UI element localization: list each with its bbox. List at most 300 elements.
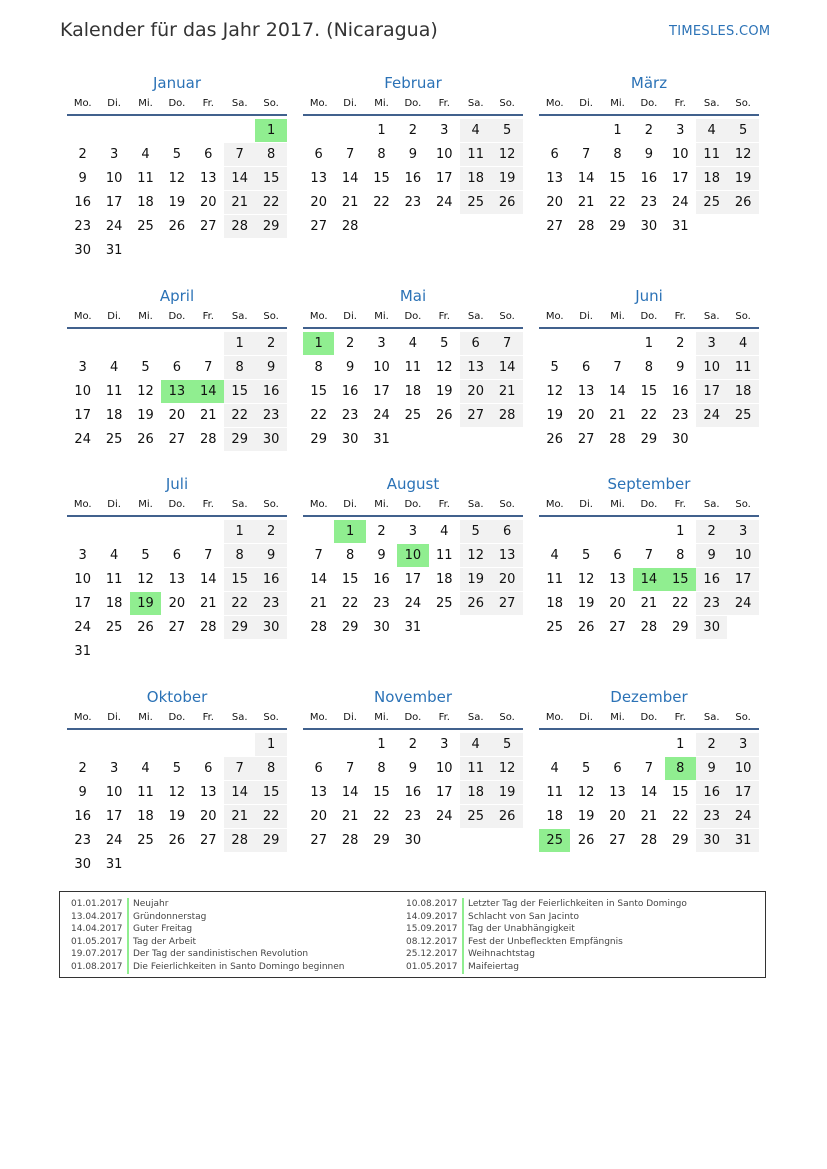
- day-cell[interactable]: 29: [341, 620, 359, 635]
- day-cell[interactable]: 29: [672, 620, 689, 635]
- day-cell[interactable]: 1: [224, 520, 255, 543]
- day-cell[interactable]: 7: [345, 761, 355, 776]
- day-cell[interactable]: 16: [373, 572, 390, 587]
- day-cell[interactable]: 23: [404, 809, 422, 824]
- day-cell[interactable]: 15: [640, 384, 658, 399]
- day-cell[interactable]: 28: [640, 620, 658, 635]
- day-cell[interactable]: 7: [224, 757, 255, 780]
- day-cell[interactable]: 6: [172, 360, 182, 375]
- day-cell[interactable]: 4: [460, 119, 491, 142]
- day-cell[interactable]: 31: [404, 620, 422, 635]
- day-cell[interactable]: 30: [255, 428, 286, 451]
- day-cell[interactable]: 27: [609, 833, 626, 848]
- day-cell[interactable]: 26: [460, 592, 491, 615]
- day-cell[interactable]: 5: [460, 520, 491, 543]
- day-cell[interactable]: 21: [224, 191, 255, 214]
- day-cell[interactable]: 28: [200, 620, 217, 635]
- day-cell[interactable]: 1: [676, 737, 685, 752]
- day-cell[interactable]: 12: [546, 384, 563, 399]
- day-cell[interactable]: 25: [137, 833, 154, 848]
- day-cell[interactable]: 31: [672, 219, 689, 234]
- day-cell[interactable]: 2: [696, 520, 727, 543]
- day-cell[interactable]: 25: [460, 191, 491, 214]
- day-cell[interactable]: 16: [74, 809, 91, 824]
- day-cell[interactable]: 15: [609, 171, 626, 186]
- day-cell[interactable]: 9: [644, 147, 654, 162]
- day-cell[interactable]: 5: [141, 360, 150, 375]
- holiday-day-cell[interactable]: 25: [539, 829, 570, 852]
- day-cell[interactable]: 1: [613, 123, 622, 138]
- day-cell[interactable]: 17: [105, 809, 123, 824]
- day-cell[interactable]: 9: [255, 544, 286, 567]
- day-cell[interactable]: 7: [613, 360, 622, 375]
- day-cell[interactable]: 28: [341, 833, 359, 848]
- day-cell[interactable]: 7: [204, 360, 213, 375]
- day-cell[interactable]: 3: [377, 336, 386, 351]
- day-cell[interactable]: 29: [310, 432, 327, 447]
- day-cell[interactable]: 23: [672, 408, 689, 423]
- day-cell[interactable]: 14: [341, 171, 359, 186]
- day-cell[interactable]: 25: [436, 596, 453, 611]
- day-cell[interactable]: 19: [436, 384, 453, 399]
- day-cell[interactable]: 28: [310, 620, 327, 635]
- day-cell[interactable]: 29: [255, 215, 286, 238]
- day-cell[interactable]: 11: [404, 360, 422, 375]
- day-cell[interactable]: 22: [640, 408, 658, 423]
- day-cell[interactable]: 24: [672, 195, 689, 210]
- day-cell[interactable]: 17: [404, 572, 422, 587]
- day-cell[interactable]: 24: [105, 219, 123, 234]
- day-cell[interactable]: 11: [546, 785, 563, 800]
- day-cell[interactable]: 17: [74, 596, 91, 611]
- day-cell[interactable]: 30: [255, 616, 286, 639]
- day-cell[interactable]: 6: [491, 520, 522, 543]
- day-cell[interactable]: 11: [137, 785, 154, 800]
- day-cell[interactable]: 13: [168, 572, 186, 587]
- holiday-day-cell[interactable]: 1: [255, 119, 286, 142]
- day-cell[interactable]: 11: [546, 572, 563, 587]
- day-cell[interactable]: 10: [727, 544, 758, 567]
- day-cell[interactable]: 16: [640, 171, 658, 186]
- day-cell[interactable]: 20: [546, 195, 563, 210]
- day-cell[interactable]: 27: [200, 219, 217, 234]
- day-cell[interactable]: 27: [577, 432, 595, 447]
- day-cell[interactable]: 5: [141, 548, 150, 563]
- day-cell[interactable]: 16: [255, 568, 286, 591]
- day-cell[interactable]: 10: [105, 171, 123, 186]
- day-cell[interactable]: 13: [609, 785, 626, 800]
- day-cell[interactable]: 12: [168, 785, 186, 800]
- day-cell[interactable]: 18: [460, 781, 491, 804]
- day-cell[interactable]: 10: [672, 147, 689, 162]
- day-cell[interactable]: 17: [672, 171, 689, 186]
- holiday-day-cell[interactable]: 1: [303, 332, 334, 355]
- day-cell[interactable]: 25: [460, 805, 491, 828]
- day-cell[interactable]: 21: [341, 809, 359, 824]
- day-cell[interactable]: 29: [224, 616, 255, 639]
- day-cell[interactable]: 3: [440, 737, 449, 752]
- day-cell[interactable]: 14: [491, 356, 522, 379]
- day-cell[interactable]: 18: [546, 596, 563, 611]
- day-cell[interactable]: 14: [310, 572, 327, 587]
- day-cell[interactable]: 20: [491, 568, 522, 591]
- day-cell[interactable]: 11: [105, 384, 123, 399]
- day-cell[interactable]: 25: [696, 191, 727, 214]
- day-cell[interactable]: 22: [341, 596, 359, 611]
- day-cell[interactable]: 21: [640, 809, 658, 824]
- day-cell[interactable]: 22: [255, 191, 286, 214]
- day-cell[interactable]: 8: [224, 356, 255, 379]
- day-cell[interactable]: 23: [74, 833, 91, 848]
- day-cell[interactable]: 15: [373, 171, 390, 186]
- day-cell[interactable]: 26: [137, 620, 154, 635]
- day-cell[interactable]: 18: [546, 809, 563, 824]
- day-cell[interactable]: 6: [613, 761, 622, 776]
- day-cell[interactable]: 7: [224, 143, 255, 166]
- day-cell[interactable]: 16: [696, 568, 727, 591]
- day-cell[interactable]: 20: [310, 195, 327, 210]
- day-cell[interactable]: 26: [577, 620, 595, 635]
- day-cell[interactable]: 28: [491, 404, 522, 427]
- day-cell[interactable]: 8: [613, 147, 622, 162]
- day-cell[interactable]: 24: [727, 592, 758, 615]
- day-cell[interactable]: 10: [696, 356, 727, 379]
- day-cell[interactable]: 18: [404, 384, 422, 399]
- day-cell[interactable]: 12: [168, 171, 186, 186]
- day-cell[interactable]: 3: [727, 733, 758, 756]
- day-cell[interactable]: 14: [577, 171, 595, 186]
- day-cell[interactable]: 13: [200, 171, 217, 186]
- day-cell[interactable]: 4: [460, 733, 491, 756]
- day-cell[interactable]: 8: [255, 757, 286, 780]
- day-cell[interactable]: 13: [460, 356, 491, 379]
- day-cell[interactable]: 27: [310, 219, 327, 234]
- day-cell[interactable]: 21: [200, 596, 217, 611]
- day-cell[interactable]: 22: [672, 596, 689, 611]
- day-cell[interactable]: 4: [727, 332, 758, 355]
- day-cell[interactable]: 7: [204, 548, 213, 563]
- day-cell[interactable]: 7: [581, 147, 591, 162]
- day-cell[interactable]: 15: [310, 384, 327, 399]
- day-cell[interactable]: 11: [727, 356, 758, 379]
- day-cell[interactable]: 4: [550, 761, 559, 776]
- day-cell[interactable]: 18: [696, 167, 727, 190]
- day-cell[interactable]: 10: [74, 572, 91, 587]
- day-cell[interactable]: 12: [577, 785, 595, 800]
- day-cell[interactable]: 11: [460, 143, 491, 166]
- day-cell[interactable]: 3: [676, 123, 685, 138]
- day-cell[interactable]: 25: [105, 432, 123, 447]
- day-cell[interactable]: 8: [377, 147, 386, 162]
- day-cell[interactable]: 29: [672, 833, 689, 848]
- day-cell[interactable]: 25: [137, 219, 154, 234]
- day-cell[interactable]: 14: [640, 785, 658, 800]
- day-cell[interactable]: 30: [341, 432, 359, 447]
- day-cell[interactable]: 8: [644, 360, 654, 375]
- day-cell[interactable]: 30: [696, 829, 727, 852]
- day-cell[interactable]: 6: [204, 761, 213, 776]
- day-cell[interactable]: 3: [109, 761, 119, 776]
- day-cell[interactable]: 23: [373, 596, 390, 611]
- day-cell[interactable]: 24: [74, 620, 91, 635]
- day-cell[interactable]: 12: [491, 143, 522, 166]
- day-cell[interactable]: 14: [224, 781, 255, 804]
- day-cell[interactable]: 9: [408, 147, 418, 162]
- day-cell[interactable]: 9: [676, 360, 685, 375]
- day-cell[interactable]: 9: [696, 544, 727, 567]
- day-cell[interactable]: 16: [74, 195, 91, 210]
- day-cell[interactable]: 17: [727, 781, 758, 804]
- day-cell[interactable]: 24: [373, 408, 390, 423]
- day-cell[interactable]: 31: [105, 857, 123, 872]
- day-cell[interactable]: 16: [341, 384, 359, 399]
- day-cell[interactable]: 1: [377, 737, 386, 752]
- day-cell[interactable]: 22: [672, 809, 689, 824]
- day-cell[interactable]: 9: [78, 785, 87, 800]
- day-cell[interactable]: 18: [460, 167, 491, 190]
- day-cell[interactable]: 26: [168, 219, 186, 234]
- day-cell[interactable]: 13: [200, 785, 217, 800]
- day-cell[interactable]: 13: [577, 384, 595, 399]
- day-cell[interactable]: 26: [436, 408, 453, 423]
- day-cell[interactable]: 9: [255, 356, 286, 379]
- day-cell[interactable]: 7: [345, 147, 355, 162]
- day-cell[interactable]: 13: [310, 171, 327, 186]
- day-cell[interactable]: 4: [408, 336, 418, 351]
- day-cell[interactable]: 12: [491, 757, 522, 780]
- day-cell[interactable]: 15: [224, 568, 255, 591]
- day-cell[interactable]: 8: [676, 548, 685, 563]
- day-cell[interactable]: 29: [373, 833, 390, 848]
- day-cell[interactable]: 26: [546, 432, 563, 447]
- day-cell[interactable]: 2: [255, 520, 286, 543]
- day-cell[interactable]: 26: [577, 833, 595, 848]
- day-cell[interactable]: 12: [137, 384, 154, 399]
- day-cell[interactable]: 8: [255, 143, 286, 166]
- day-cell[interactable]: 22: [255, 805, 286, 828]
- day-cell[interactable]: 20: [609, 809, 626, 824]
- day-cell[interactable]: 20: [577, 408, 595, 423]
- day-cell[interactable]: 31: [105, 243, 123, 258]
- day-cell[interactable]: 10: [74, 384, 91, 399]
- day-cell[interactable]: 24: [436, 809, 453, 824]
- day-cell[interactable]: 28: [200, 432, 217, 447]
- day-cell[interactable]: 27: [546, 219, 563, 234]
- day-cell[interactable]: 19: [727, 167, 758, 190]
- holiday-day-cell[interactable]: 10: [397, 544, 428, 567]
- day-cell[interactable]: 20: [310, 809, 327, 824]
- day-cell[interactable]: 18: [137, 195, 154, 210]
- day-cell[interactable]: 20: [609, 596, 626, 611]
- day-cell[interactable]: 22: [310, 408, 327, 423]
- day-cell[interactable]: 19: [460, 568, 491, 591]
- day-cell[interactable]: 5: [581, 761, 591, 776]
- day-cell[interactable]: 4: [141, 147, 150, 162]
- day-cell[interactable]: 19: [577, 809, 595, 824]
- day-cell[interactable]: 6: [314, 147, 323, 162]
- day-cell[interactable]: 28: [609, 432, 626, 447]
- day-cell[interactable]: 6: [550, 147, 559, 162]
- day-cell[interactable]: 2: [644, 123, 654, 138]
- day-cell[interactable]: 12: [577, 572, 595, 587]
- holiday-day-cell[interactable]: 1: [334, 520, 365, 543]
- day-cell[interactable]: 24: [727, 805, 758, 828]
- day-cell[interactable]: 3: [78, 548, 87, 563]
- day-cell[interactable]: 17: [436, 171, 453, 186]
- day-cell[interactable]: 20: [168, 408, 186, 423]
- day-cell[interactable]: 13: [491, 544, 522, 567]
- day-cell[interactable]: 2: [78, 761, 87, 776]
- day-cell[interactable]: 15: [341, 572, 359, 587]
- day-cell[interactable]: 26: [168, 833, 186, 848]
- day-cell[interactable]: 19: [546, 408, 563, 423]
- day-cell[interactable]: 4: [109, 360, 119, 375]
- brand-link[interactable]: TIMESLES.COM: [669, 24, 771, 39]
- day-cell[interactable]: 21: [341, 195, 359, 210]
- day-cell[interactable]: 24: [105, 833, 123, 848]
- day-cell[interactable]: 6: [581, 360, 591, 375]
- day-cell[interactable]: 27: [609, 620, 626, 635]
- day-cell[interactable]: 23: [640, 195, 658, 210]
- day-cell[interactable]: 12: [137, 572, 154, 587]
- day-cell[interactable]: 23: [696, 805, 727, 828]
- day-cell[interactable]: 5: [491, 733, 522, 756]
- day-cell[interactable]: 20: [168, 596, 186, 611]
- day-cell[interactable]: 21: [310, 596, 327, 611]
- day-cell[interactable]: 11: [460, 757, 491, 780]
- day-cell[interactable]: 14: [224, 167, 255, 190]
- day-cell[interactable]: 11: [137, 171, 154, 186]
- day-cell[interactable]: 6: [314, 761, 323, 776]
- day-cell[interactable]: 21: [640, 596, 658, 611]
- day-cell[interactable]: 17: [373, 384, 390, 399]
- day-cell[interactable]: 2: [345, 336, 355, 351]
- day-cell[interactable]: 25: [105, 620, 123, 635]
- day-cell[interactable]: 9: [408, 761, 418, 776]
- day-cell[interactable]: 27: [200, 833, 217, 848]
- day-cell[interactable]: 2: [377, 524, 386, 539]
- day-cell[interactable]: 4: [696, 119, 727, 142]
- day-cell[interactable]: 30: [404, 833, 422, 848]
- day-cell[interactable]: 15: [672, 785, 689, 800]
- day-cell[interactable]: 11: [105, 572, 123, 587]
- day-cell[interactable]: 14: [609, 384, 626, 399]
- day-cell[interactable]: 5: [727, 119, 758, 142]
- day-cell[interactable]: 19: [168, 809, 186, 824]
- day-cell[interactable]: 17: [727, 568, 758, 591]
- day-cell[interactable]: 15: [224, 380, 255, 403]
- day-cell[interactable]: 16: [696, 781, 727, 804]
- day-cell[interactable]: 3: [408, 524, 418, 539]
- day-cell[interactable]: 19: [137, 408, 154, 423]
- day-cell[interactable]: 7: [644, 761, 654, 776]
- day-cell[interactable]: 22: [224, 592, 255, 615]
- day-cell[interactable]: 28: [577, 219, 595, 234]
- day-cell[interactable]: 25: [546, 620, 563, 635]
- day-cell[interactable]: 23: [255, 404, 286, 427]
- day-cell[interactable]: 30: [696, 616, 727, 639]
- day-cell[interactable]: 24: [696, 404, 727, 427]
- day-cell[interactable]: 29: [609, 219, 626, 234]
- day-cell[interactable]: 6: [204, 147, 213, 162]
- day-cell[interactable]: 20: [200, 195, 217, 210]
- day-cell[interactable]: 27: [310, 833, 327, 848]
- day-cell[interactable]: 10: [436, 761, 453, 776]
- day-cell[interactable]: 18: [105, 408, 123, 423]
- day-cell[interactable]: 14: [200, 572, 217, 587]
- day-cell[interactable]: 26: [137, 432, 154, 447]
- day-cell[interactable]: 27: [168, 620, 186, 635]
- day-cell[interactable]: 26: [491, 805, 522, 828]
- day-cell[interactable]: 1: [644, 336, 654, 351]
- day-cell[interactable]: 7: [644, 548, 654, 563]
- day-cell[interactable]: 21: [224, 805, 255, 828]
- day-cell[interactable]: 5: [440, 336, 449, 351]
- day-cell[interactable]: 15: [255, 167, 286, 190]
- day-cell[interactable]: 12: [436, 360, 453, 375]
- holiday-day-cell[interactable]: 15: [665, 568, 696, 591]
- day-cell[interactable]: 4: [109, 548, 119, 563]
- day-cell[interactable]: 19: [491, 167, 522, 190]
- day-cell[interactable]: 13: [546, 171, 563, 186]
- day-cell[interactable]: 29: [224, 428, 255, 451]
- day-cell[interactable]: 11: [696, 143, 727, 166]
- day-cell[interactable]: 16: [404, 171, 422, 186]
- day-cell[interactable]: 11: [436, 548, 453, 563]
- day-cell[interactable]: 24: [74, 432, 91, 447]
- day-cell[interactable]: 8: [314, 360, 323, 375]
- day-cell[interactable]: 27: [460, 404, 491, 427]
- day-cell[interactable]: 20: [200, 809, 217, 824]
- day-cell[interactable]: 26: [727, 191, 758, 214]
- day-cell[interactable]: 5: [172, 761, 182, 776]
- day-cell[interactable]: 8: [345, 548, 355, 563]
- day-cell[interactable]: 13: [310, 785, 327, 800]
- day-cell[interactable]: 28: [224, 215, 255, 238]
- day-cell[interactable]: 1: [224, 332, 255, 355]
- day-cell[interactable]: 21: [200, 408, 217, 423]
- day-cell[interactable]: 4: [550, 548, 559, 563]
- day-cell[interactable]: 16: [255, 380, 286, 403]
- holiday-day-cell[interactable]: 13: [161, 380, 192, 403]
- day-cell[interactable]: 6: [613, 548, 622, 563]
- day-cell[interactable]: 8: [377, 761, 386, 776]
- day-cell[interactable]: 19: [577, 596, 595, 611]
- day-cell[interactable]: 17: [436, 785, 453, 800]
- day-cell[interactable]: 3: [696, 332, 727, 355]
- day-cell[interactable]: 26: [491, 191, 522, 214]
- day-cell[interactable]: 13: [609, 572, 626, 587]
- day-cell[interactable]: 24: [436, 195, 453, 210]
- day-cell[interactable]: 1: [255, 733, 286, 756]
- day-cell[interactable]: 4: [141, 761, 150, 776]
- day-cell[interactable]: 25: [404, 408, 422, 423]
- day-cell[interactable]: 18: [105, 596, 123, 611]
- day-cell[interactable]: 12: [727, 143, 758, 166]
- day-cell[interactable]: 5: [581, 548, 591, 563]
- day-cell[interactable]: 22: [373, 195, 390, 210]
- day-cell[interactable]: 19: [491, 781, 522, 804]
- day-cell[interactable]: 17: [105, 195, 123, 210]
- day-cell[interactable]: 19: [168, 195, 186, 210]
- day-cell[interactable]: 23: [74, 219, 91, 234]
- day-cell[interactable]: 30: [640, 219, 658, 234]
- day-cell[interactable]: 1: [377, 123, 386, 138]
- day-cell[interactable]: 31: [373, 432, 390, 447]
- day-cell[interactable]: 23: [696, 592, 727, 615]
- holiday-day-cell[interactable]: 14: [193, 380, 224, 403]
- day-cell[interactable]: 5: [550, 360, 559, 375]
